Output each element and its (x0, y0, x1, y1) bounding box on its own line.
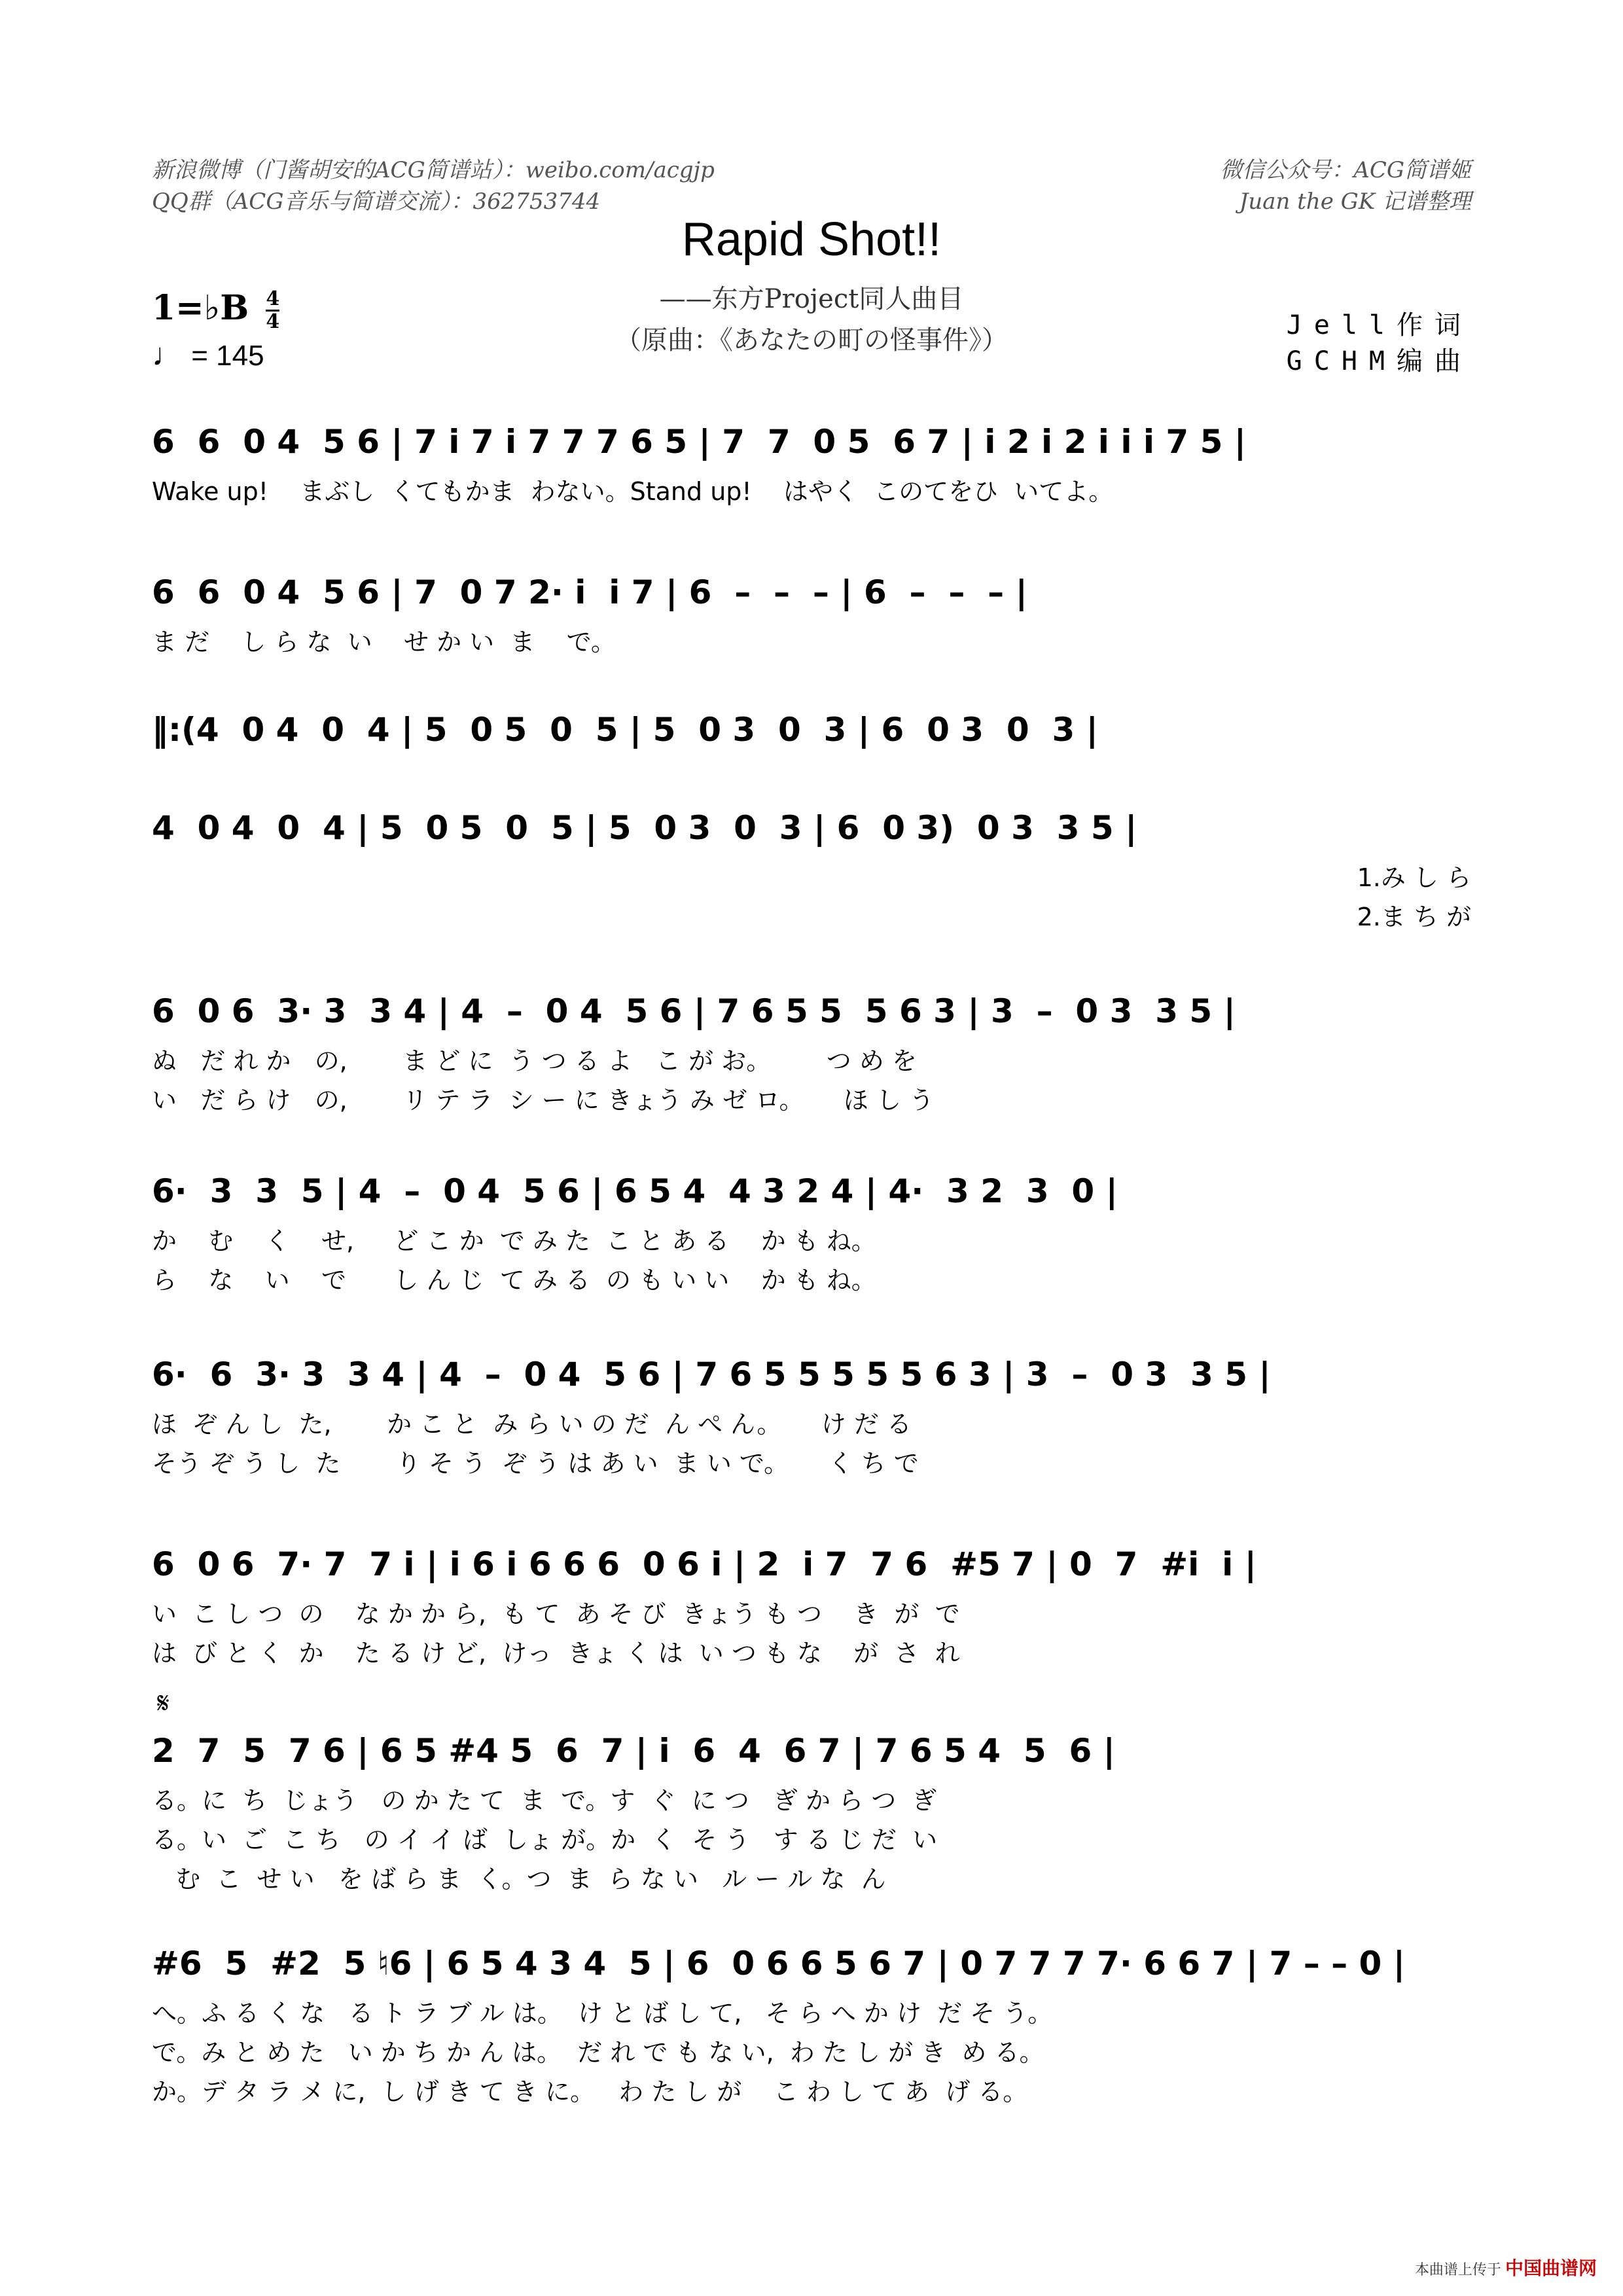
notation-line: 6 0 6 3· 3 3 4 | 4 – 0 4 5 6 | 7 6 5 5 5 6 3 | 3 – 0 3 3 5 | (152, 992, 1236, 1030)
time-signature (266, 289, 279, 332)
notation-line: #6 5 #2 5 ♮6 | 6 5 4 3 4 5 | 6 0 6 6 5 6 7 | 0 7 7 7 7· 6 6 7 | 7 – – 0 | (152, 1945, 1405, 1982)
notation-line: 2 7 5 7 6 | 6 5 #4 5 6 7 | i 6 4 6 7 | 7 6 5 4 5 6 | (152, 1732, 1115, 1770)
lyric-line-verse2: い だ ら け の, リ テ ラ シ ー に きょう み ゼ ロ。 ほ し う (152, 1086, 935, 1115)
notation-line: 6 6 0 4 5 6 | 7 i 7 i 7 7 7 6 5 | 7 7 0 5 6 7 | i 2 i 2 i i i 7 5 | (152, 423, 1247, 461)
site-logo: 中国曲谱网 (1505, 2258, 1597, 2278)
time-numerator: 4 (266, 287, 280, 310)
segno-icon: 𝄋 (157, 1687, 169, 1719)
footer-watermark (1415, 2254, 1597, 2280)
lyric-line-verse1: ほ ぞ ん し た, か こ と み ら い の だ ん ぺ ん。 け だ る (152, 1410, 912, 1439)
notation-line: 6· 6 3· 3 3 4 | 4 – 0 4 5 6 | 7 6 5 5 5 5 5 6 3 | 3 – 0 3 3 5 | (152, 1355, 1271, 1393)
lyric-line-verse2: そう ぞ う し た り そ う ぞ う は あ い ま い で。 く ち で (152, 1449, 919, 1478)
song-title: Rapid Shot!! (681, 213, 942, 266)
notation-line: ‖:(4 0 4 0 4 | 5 0 5 0 5 | 5 0 3 0 3 | 6 0 3 0 3 | (152, 711, 1098, 749)
composer-credit: GCHM编曲 (1286, 346, 1472, 376)
lyric-line-verse2: 2.ま ち が (1357, 903, 1471, 931)
key-text: 1=♭B (152, 288, 249, 328)
tempo-value: = 145 (191, 340, 264, 372)
lyricist-credit: Jell作词 (1286, 310, 1472, 340)
song-subtitle: ——东方Project同人曲目 (659, 284, 964, 314)
lyric-line-verse2: る。い ご こ ち の イ イ ば しょ が。か く そ う す る じ だ い (152, 1825, 938, 1854)
key-signature (152, 288, 279, 332)
lyric-line-verse2: は び と く か た る け ど, けっ きょ く は い つ も な が さ れ (152, 1639, 960, 1668)
notation-line: 4 0 4 0 4 | 5 0 5 0 5 | 5 0 3 0 3 | 6 0 3) 0 3 3 5 | (152, 809, 1137, 847)
tempo-marking (152, 337, 264, 373)
header-arranger-note: Juan the GK 记谱整理 (1239, 188, 1471, 215)
lyric-line-verse1: か む く せ, ど こ か で み た こ と あ る か も ね。 (152, 1227, 876, 1255)
lyric-line-verse3: か。デ タ ラ メ に, し げ き て き に。 わ た し が こ わ し て あ げ る。 (152, 2077, 1028, 2106)
lyric-line-verse2: ら な い で し ん じ て み る の も い い か も ね。 (152, 1266, 876, 1295)
original-song: （原曲：《あなたの町の怪事件》） (615, 325, 1008, 355)
lyric-line: ま だ し ら な い せ か い ま で。 (152, 628, 616, 656)
lyric-line-verse3: む こ せ い を ば ら ま く。つ ま ら な い ル ー ル な ん (152, 1865, 886, 1893)
lyric-line-verse1: ぬ だ れ か の, ま ど に う つ る よ こ が お。 つ め を (152, 1047, 917, 1075)
lyric-line-verse1: い こ し つ の な か か ら, も て あ そ び きょう も つ き が で (152, 1600, 960, 1628)
notation-line: 6· 3 3 5 | 4 – 0 4 5 6 | 6 5 4 4 3 2 4 | 4· 3 2 3 0 | (152, 1172, 1118, 1210)
lyric-line-verse1: る。に ち じょう の か た て ま で。す ぐ に つ ぎ か ら つ ぎ (152, 1786, 937, 1815)
header-weibo: 新浪微博（门酱胡安的ACG简谱站）：weibo.com/acgjp (152, 157, 715, 183)
header-wechat: 微信公众号：ACG简谱姬 (1220, 157, 1471, 183)
notation-line: 6 0 6 7· 7 7 i | i 6 i 6 6 6 0 6 i | 2 i 7 7 6 #5 7 | 0 7 #i i | (152, 1545, 1257, 1583)
lyric-line: Wake up! まぶし くてもかま わない。Stand up! はやく このてをひ いてよ。 (152, 477, 1114, 506)
lyric-line-verse1: 1.み し ら (1357, 863, 1471, 892)
footer-text: 本曲谱上传于 (1414, 2261, 1501, 2278)
header-qq: QQ群（ACG音乐与简谱交流）：362753744 (152, 188, 601, 215)
time-denominator: 4 (266, 310, 280, 333)
lyric-line-verse1: へ。ふ る く な る ト ラ ブ ル は。 け と ば し て, そ ら へ か け だ そ う。 (152, 1999, 1053, 2028)
lyric-line-verse2: で。み と め た い か ち か ん は。 だ れ で も な い, わ た し が き め る。 (152, 2038, 1044, 2067)
notation-line: 6 6 0 4 5 6 | 7 0 7 2· i i 7 | 6 – – – | 6 – – – | (152, 573, 1027, 611)
quarter-note-icon: ♩ (152, 338, 183, 372)
